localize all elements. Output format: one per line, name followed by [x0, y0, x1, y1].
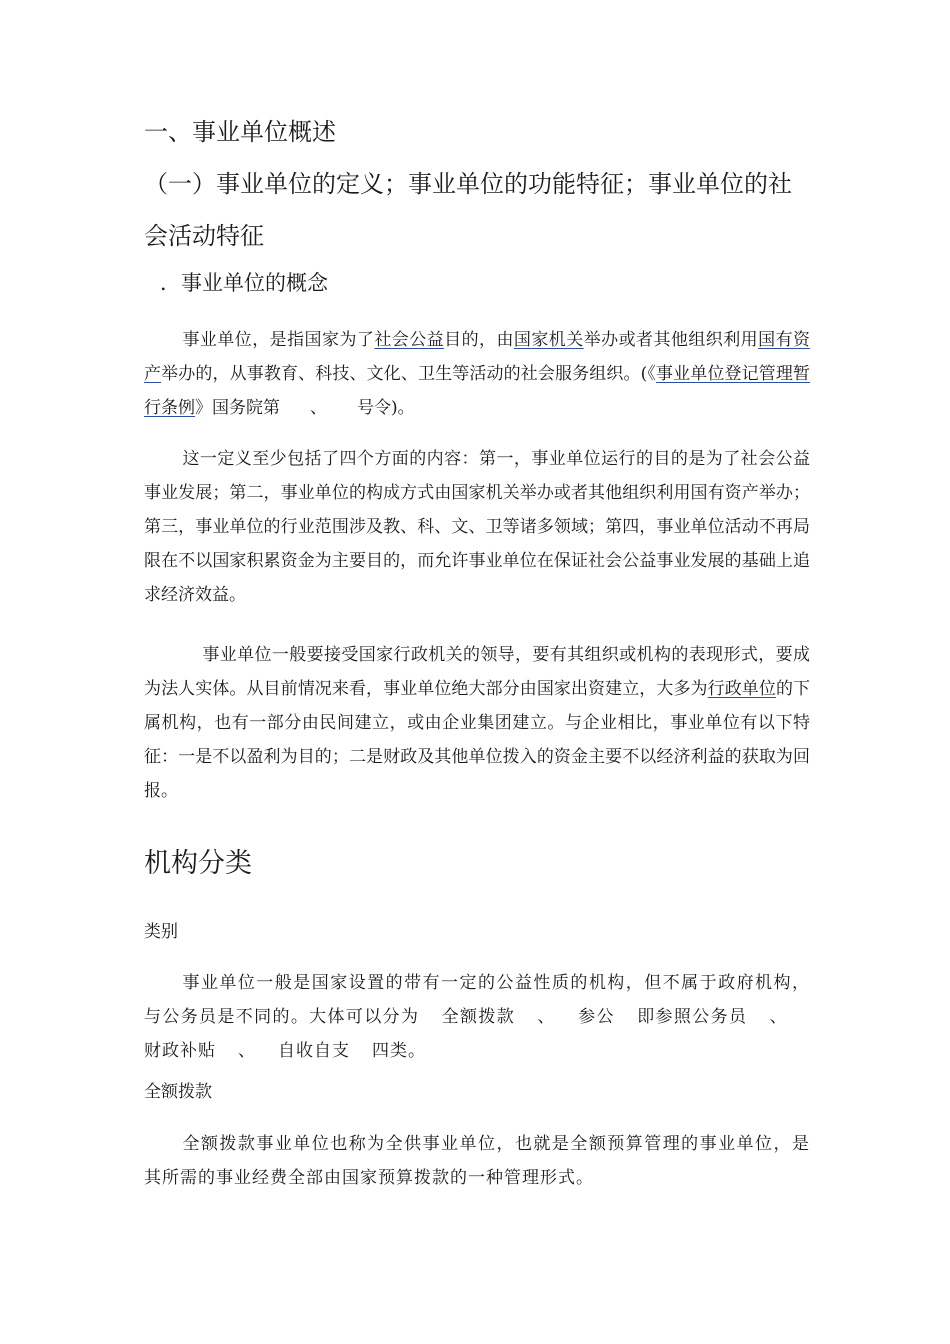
link-regulation[interactable]: 事业单位登记管理暂行条例	[144, 364, 810, 418]
paragraph-four-aspects: 这一定义至少包括了四个方面的内容：第一，事业单位运行的目的是为了社会公益事业发展；第二，事业单位的构成方式由国家机关举办或者其他组织利用国有资产举办；第三，事业单位的行业范围涉及教、科、文、卫等诸多领域；第四，事业单位活动不再局限在不以国家积累资金为主要目的，而允许事业单位在保证社会公益事业发展的基础上追求经济效益。	[144, 449, 810, 605]
heading-concept: ．事业单位的概念	[160, 271, 328, 295]
heading-section-1: 一、事业单位概述	[144, 118, 336, 146]
paragraph-characteristics: 事业单位一般要接受国家行政机关的领导，要有其组织或机构的表现形式，要成为法人实体。从目前情况来看，事业单位绝大部分由国家出资建立，大多为行政单位的下属机构，也有一部分由民间建立，或由企业集团建立。与企业相比，事业单位有以下特征：一是不以盈利为目的；二是财政及其他单位拨入的资金主要不以经济利益的获取为回报。	[144, 645, 811, 801]
link-administrative-unit[interactable]: 行政单位	[707, 679, 776, 699]
paragraph-definition: 事业单位，是指国家为了社会公益目的，由国家机关举办或者其他组织利用国有资产举办的，从事教育、科技、文化、卫生等活动的社会服务组织。(《事业单位登记管理暂行条例》国务院第 、 号令)。	[144, 330, 811, 418]
heading-subsection-1: （一）事业单位的定义；事业单位的功能特征；事业单位的社会活动特征	[144, 170, 792, 250]
heading-category: 类别	[144, 922, 178, 942]
heading-full-funding: 全额拨款	[144, 1082, 212, 1102]
link-state-assets[interactable]: 国有资产	[144, 330, 811, 384]
paragraph-full-funding: 全额拨款事业单位也称为全供事业单位，也就是全额预算管理的事业单位，是其所需的事业经费全部由国家预算拨款的一种管理形式。	[144, 1134, 810, 1188]
link-social-welfare[interactable]: 社会公益	[374, 330, 445, 350]
paragraph-categories: 事业单位一般是国家设置的带有一定的公益性质的机构，但不属于政府机构，与公务员是不同的。大体可以分为 全额拨款 、 参公 即参照公务员 、财政补贴 、 自收自支 四类。	[144, 973, 810, 1061]
heading-classification: 机构分类	[144, 848, 252, 879]
link-state-organ[interactable]: 国家机关	[513, 330, 584, 350]
